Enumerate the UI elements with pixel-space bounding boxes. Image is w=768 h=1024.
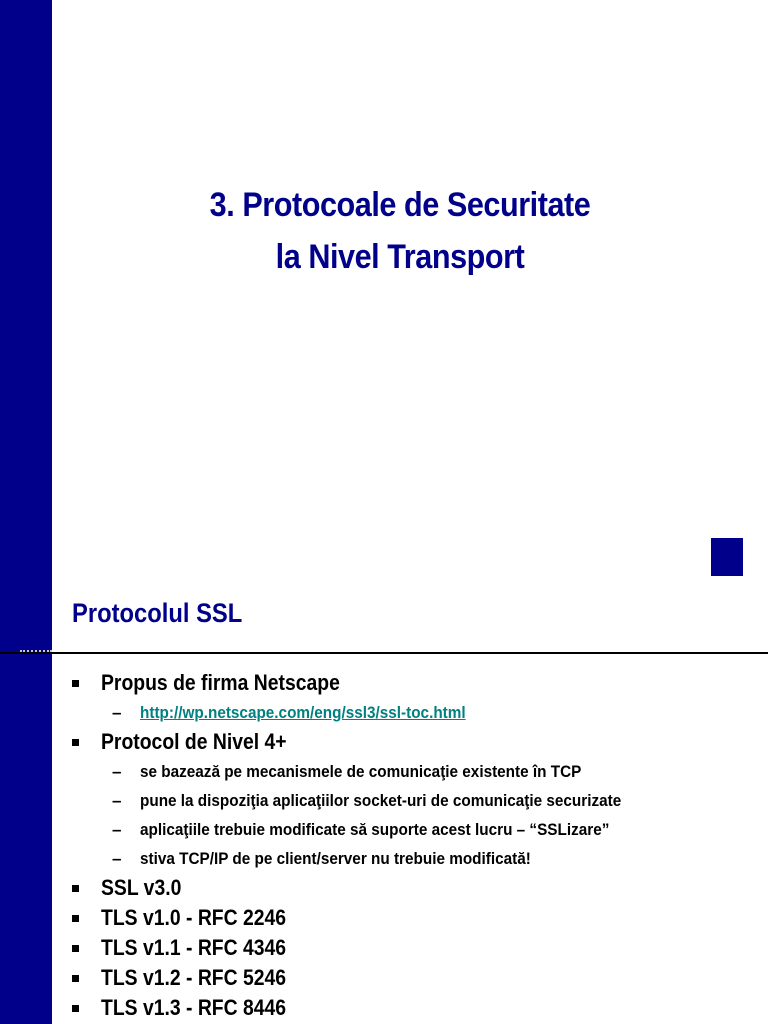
- list-item: SSL v3.0: [72, 873, 752, 903]
- list-item: Protocol de Nivel 4+: [72, 727, 752, 757]
- square-bullet-icon: [72, 885, 79, 892]
- list-item: – pune la dispoziţia aplicaţiilor socket-uri de comunicaţie securizate: [72, 786, 752, 815]
- list-item: Propus de firma Netscape: [72, 668, 752, 698]
- list-item: TLS v1.0 - RFC 2246: [72, 903, 752, 933]
- netscape-ssl-link[interactable]: http://wp.netscape.com/eng/ssl3/ssl-toc.html: [140, 703, 466, 722]
- list-item: TLS v1.1 - RFC 4346: [72, 933, 752, 963]
- square-bullet-icon: [72, 975, 79, 982]
- bullet-list: [72, 668, 752, 1023]
- title-line-2: la Nivel Transport: [275, 238, 525, 276]
- title-line-1: 3. Protocoale de Securitate: [209, 186, 591, 224]
- dash-bullet-icon: –: [112, 762, 122, 781]
- side-bar: [0, 578, 52, 1024]
- square-bullet-icon: [72, 915, 79, 922]
- slide-title: Protocolul SSL: [72, 598, 243, 628]
- list-item: – se bazează pe mecanismele de comunicaţie existente în TCP: [72, 757, 752, 786]
- square-bullet-icon: [72, 739, 79, 746]
- side-bar: [0, 0, 52, 600]
- dash-bullet-icon: –: [112, 820, 122, 839]
- square-bullet-icon: [72, 945, 79, 952]
- list-item: – aplicaţiile trebuie modificate să suporte acest lucru – “SSLizare”: [72, 815, 752, 844]
- list-item: TLS v1.3 - RFC 8446: [72, 993, 752, 1023]
- dash-bullet-icon: –: [112, 849, 122, 868]
- list-item: – stiva TCP/IP de pe client/server nu trebuie modificată!: [72, 844, 752, 873]
- list-item: TLS v1.2 - RFC 5246: [72, 963, 752, 993]
- dash-bullet-icon: –: [112, 703, 122, 722]
- title-rule: [0, 652, 768, 654]
- dotted-divider: [20, 650, 52, 652]
- dash-bullet-icon: –: [112, 791, 122, 810]
- square-bullet-icon: [72, 1005, 79, 1012]
- square-bullet-icon: [72, 680, 79, 687]
- accent-square: [711, 538, 743, 576]
- list-item: [72, 698, 752, 727]
- slide-ssl: [0, 578, 768, 1024]
